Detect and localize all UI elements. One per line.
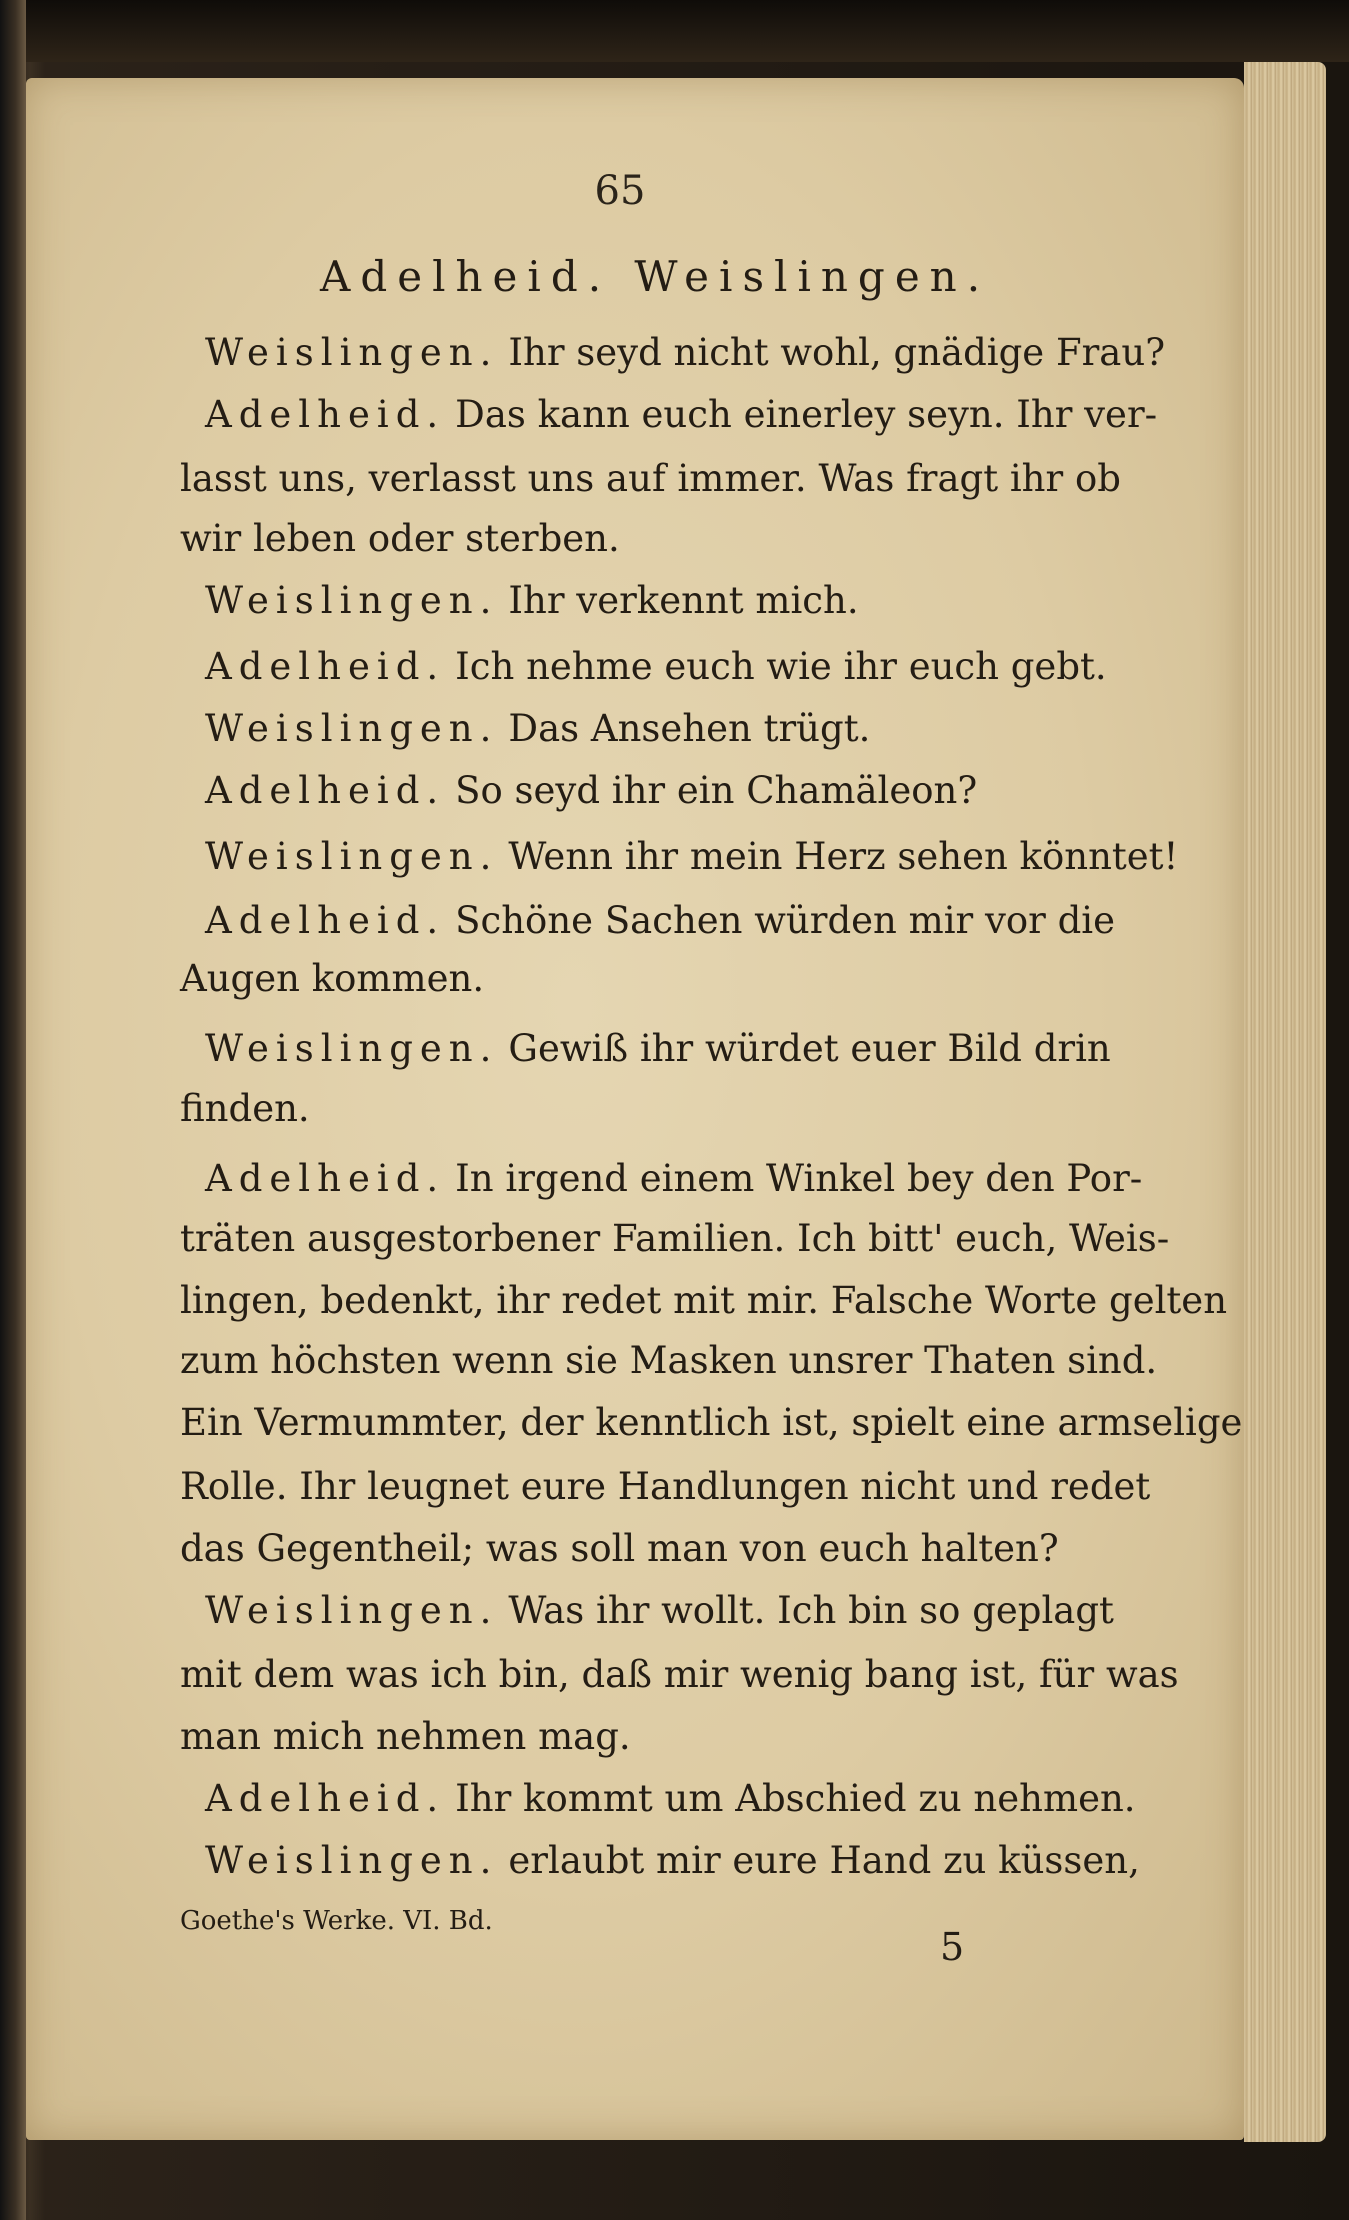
page-number: 65 — [594, 168, 646, 214]
text-line — [180, 1465, 1151, 1508]
speaker-name: Adelheid. — [205, 899, 446, 942]
line-text: Rolle. Ihr leugnet eure Handlungen nicht und redet — [180, 1465, 1151, 1508]
scan-top-border — [0, 0, 1349, 62]
speaker-name: Weislingen. — [205, 331, 499, 374]
text-line — [205, 579, 1095, 622]
line-text: In irgend einem Winkel bey den Por- — [455, 1157, 1143, 1200]
page-edges — [1244, 62, 1326, 2142]
line-text: lingen, bedenkt, ihr redet mit mir. Falsche Worte gelten — [180, 1279, 1228, 1322]
speaker-name: Adelheid. — [205, 1157, 446, 1200]
line-text: finden. — [180, 1087, 310, 1130]
speaker-name: Weislingen. — [205, 1589, 499, 1632]
text-line — [205, 1839, 1140, 1882]
text-line — [180, 457, 1121, 500]
line-text: Ihr verkennt mich. — [508, 579, 859, 622]
text-line — [180, 1087, 1070, 1130]
line-text: Wenn ihr mein Herz sehen könntet! — [508, 835, 1179, 878]
text-line — [205, 393, 1158, 436]
line-text: Augen kommen. — [180, 957, 485, 1000]
book-spine — [0, 0, 26, 2220]
text-line — [180, 1279, 1228, 1322]
line-text: das Gegentheil; was soll man von euch halten? — [180, 1527, 1059, 1570]
line-text: So seyd ihr ein Chamäleon? — [455, 769, 978, 812]
text-line — [205, 1589, 1114, 1632]
text-line — [205, 899, 1116, 942]
text-line — [205, 331, 1166, 374]
scene-heading: Adelheid. Weislingen. — [320, 252, 991, 301]
line-text: Ihr kommt um Abschied zu nehmen. — [455, 1777, 1136, 1820]
footer-sheet-number: 5 — [940, 1925, 965, 1969]
line-text: Ihr seyd nicht wohl, gnädige Frau? — [508, 331, 1166, 374]
speaker-name: Weislingen. — [205, 1839, 499, 1882]
speaker-name: Adelheid. — [205, 393, 446, 436]
speaker-name: Adelheid. — [205, 645, 446, 688]
line-text: zum höchsten wenn sie Masken unsrer Thaten sind. — [180, 1339, 1158, 1382]
text-line — [205, 707, 1095, 750]
line-text: Das Ansehen trügt. — [508, 707, 871, 750]
line-text: man mich nehmen mag. — [180, 1715, 631, 1758]
text-line — [180, 957, 1070, 1000]
line-text: Ein Vermummter, der kenntlich ist, spielt eine armselige — [180, 1401, 1243, 1444]
text-line — [180, 1715, 1070, 1758]
text-line — [205, 1027, 1111, 1070]
line-text: Was ihr wollt. Ich bin so geplagt — [508, 1589, 1114, 1632]
speaker-name: Adelheid. — [205, 1777, 446, 1820]
text-line — [205, 769, 1095, 812]
text-line — [180, 1401, 1243, 1444]
line-text: Schöne Sachen würden mir vor die — [455, 899, 1116, 942]
speaker-name: Weislingen. — [205, 579, 499, 622]
text-line — [180, 1653, 1179, 1696]
line-text: Gewiß ihr würdet euer Bild drin — [508, 1027, 1111, 1070]
speaker-name: Adelheid. — [205, 769, 446, 812]
line-text: Das kann euch einerley seyn. Ihr ver- — [455, 393, 1158, 436]
text-line — [180, 517, 1070, 560]
text-line — [180, 1527, 1070, 1570]
text-line — [205, 645, 1107, 688]
speaker-name: Weislingen. — [205, 835, 499, 878]
line-text: Ich nehme euch wie ihr euch gebt. — [455, 645, 1107, 688]
line-text: wir leben oder sterben. — [180, 517, 620, 560]
line-text: mit dem was ich bin, daß mir wenig bang ist, für was — [180, 1653, 1179, 1696]
text-line — [180, 1217, 1170, 1260]
line-text: erlaubt mir eure Hand zu küssen, — [508, 1839, 1140, 1882]
line-text: lasst uns, verlasst uns auf immer. Was fragt ihr ob — [180, 457, 1121, 500]
text-line — [205, 1777, 1136, 1820]
speaker-name: Weislingen. — [205, 707, 499, 750]
text-line — [180, 1339, 1158, 1382]
text-line — [205, 835, 1179, 878]
line-text: träten ausgestorbener Familien. Ich bitt' euch, Weis- — [180, 1217, 1170, 1260]
text-line — [205, 1157, 1143, 1200]
footer-signature: Goethe's Werke. VI. Bd. — [180, 1906, 493, 1936]
speaker-name: Weislingen. — [205, 1027, 499, 1070]
